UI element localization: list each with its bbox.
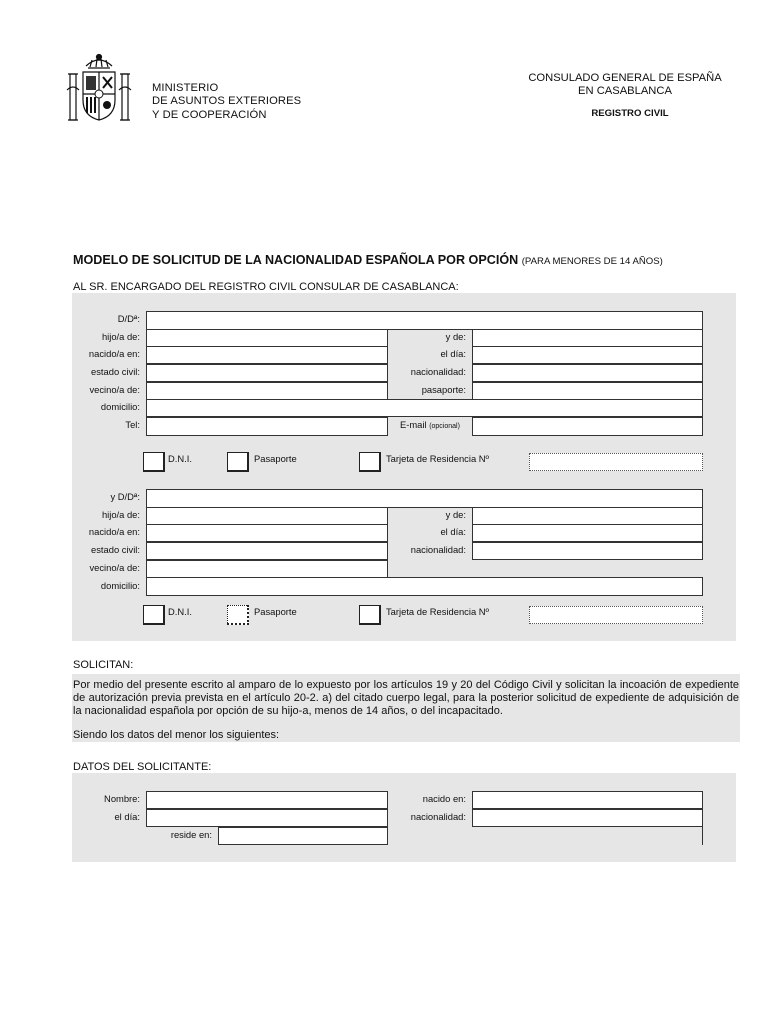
applicant2-address-field[interactable] bbox=[146, 577, 703, 596]
minor-name-label: Nombre: bbox=[104, 793, 140, 804]
ministry-line-2: DE ASUNTOS EXTERIORES bbox=[152, 95, 302, 108]
form-title bbox=[73, 253, 663, 267]
minor-birthplace-field[interactable] bbox=[472, 791, 703, 809]
applicant1-born-in-label: nacido/a en: bbox=[88, 348, 140, 359]
applicant1-residence-field[interactable] bbox=[146, 382, 388, 400]
applicant1-nationality-field[interactable] bbox=[472, 364, 703, 382]
applicant2-child-of-label: hijo/a de: bbox=[101, 509, 140, 520]
applicant1-email-label bbox=[390, 419, 466, 433]
applicant2-residence-card-label: Tarjeta de Residencia Nº bbox=[386, 606, 489, 617]
addressee: AL SR. ENCARGADO DEL REGISTRO CIVIL CONSULAR DE CASABLANCA: bbox=[73, 281, 459, 293]
form-title-sub: (PARA MENORES DE 14 AÑOS) bbox=[521, 256, 663, 267]
applicant1-day-label: el día: bbox=[440, 348, 466, 359]
applicant1-passport-checkbox[interactable] bbox=[227, 452, 249, 472]
minor-residence-field[interactable] bbox=[218, 827, 388, 845]
applicant1-child-of-label: hijo/a de: bbox=[101, 331, 140, 342]
form-title-main: MODELO DE SOLICITUD DE LA NACIONALIDAD ESPAÑOLA POR OPCIÓN bbox=[73, 253, 519, 267]
minor-panel-edge bbox=[702, 827, 703, 845]
minor-birthdate-field[interactable] bbox=[146, 809, 388, 827]
applicant1-mother-field[interactable] bbox=[472, 329, 703, 347]
minor-resides-label: reside en: bbox=[170, 829, 212, 840]
minor-born-in-label: nacido en: bbox=[422, 793, 466, 804]
applicant2-nationality-field[interactable] bbox=[472, 542, 703, 560]
applicant2-name-label: y D/Dª: bbox=[110, 491, 140, 502]
request-body: Por medio del presente escrito al amparo de lo expuesto por los artículos 19 y 20 del Código Civil y solicitan la incoación de expediente de autorización previa prevista en el artículo 20-2. a) del citado cuerpo legal, para la posterior solicitud de expediente de adquisición de la nacionalidad española por opción de su hijo-a, menos de 14 años, o del incapacitado. bbox=[73, 679, 739, 718]
coat-of-arms-icon bbox=[66, 50, 132, 126]
email-label-text: E-mail bbox=[400, 419, 427, 430]
applicant1-address-field[interactable] bbox=[146, 399, 703, 417]
minor-name-field[interactable] bbox=[146, 791, 388, 809]
registry-label: REGISTRO CIVIL bbox=[591, 108, 669, 119]
applicant2-passport-doc-label: Pasaporte bbox=[254, 606, 297, 617]
applicant2-residence-card-checkbox[interactable] bbox=[359, 605, 381, 625]
minor-day-label: el día: bbox=[114, 811, 140, 822]
applicant1-and-of-label: y de: bbox=[445, 331, 466, 342]
applicant1-tel-field[interactable] bbox=[146, 417, 388, 436]
request-heading: SOLICITAN: bbox=[73, 659, 134, 671]
applicant1-name-label: D/Dª: bbox=[117, 313, 140, 324]
consulate-line-2: EN CASABLANCA bbox=[578, 85, 672, 98]
applicant2-residence-field[interactable] bbox=[146, 560, 388, 578]
applicant1-residence-card-checkbox[interactable] bbox=[359, 452, 381, 472]
applicant1-father-field[interactable] bbox=[146, 329, 388, 347]
consulate-line-1: CONSULADO GENERAL DE ESPAÑA bbox=[528, 72, 722, 84]
applicant2-nationality-label: nacionalidad: bbox=[410, 544, 466, 555]
applicant2-and-of-label: y de: bbox=[445, 509, 466, 520]
applicant1-tel-label: Tel: bbox=[125, 419, 140, 430]
applicant1-passport-doc-label: Pasaporte bbox=[254, 453, 297, 464]
applicant1-residence-card-number-field[interactable] bbox=[529, 453, 703, 471]
applicant2-residence-card-number-field[interactable] bbox=[529, 606, 703, 624]
applicant2-day-label: el día: bbox=[440, 526, 466, 537]
applicant2-birthdate-field[interactable] bbox=[472, 524, 703, 542]
applicant1-name-field[interactable] bbox=[146, 311, 703, 330]
ministry-line-1: MINISTERIO bbox=[152, 82, 219, 94]
applicant2-mother-field[interactable] bbox=[472, 507, 703, 525]
minor-nationality-label: nacionalidad: bbox=[410, 811, 466, 822]
applicant2-passport-checkbox[interactable] bbox=[227, 605, 249, 625]
applicant2-birthplace-field[interactable] bbox=[146, 524, 388, 542]
applicant1-civil-status-label: estado civil: bbox=[91, 366, 140, 377]
applicant2-dni-label: D.N.I. bbox=[168, 606, 192, 617]
applicant2-civil-status-field[interactable] bbox=[146, 542, 388, 560]
ministry-line-3: Y DE COOPERACIÓN bbox=[152, 108, 267, 121]
applicant1-passport-label: pasaporte: bbox=[421, 384, 466, 395]
minor-intro: Siendo los datos del menor los siguientes: bbox=[73, 729, 280, 741]
applicant1-residence-card-label: Tarjeta de Residencia Nº bbox=[386, 453, 489, 464]
applicant1-email-field[interactable] bbox=[472, 417, 703, 436]
applicant2-father-field[interactable] bbox=[146, 507, 388, 525]
applicant2-born-in-label: nacido/a en: bbox=[88, 526, 140, 537]
applicant1-dni-label: D.N.I. bbox=[168, 453, 192, 464]
consulate-name bbox=[515, 72, 735, 99]
ministry-name bbox=[152, 82, 301, 122]
applicant2-civil-status-label: estado civil: bbox=[91, 544, 140, 555]
applicant1-address-label: domicilio: bbox=[100, 401, 140, 412]
applicant1-dni-checkbox[interactable] bbox=[143, 452, 165, 472]
applicant2-name-field[interactable] bbox=[146, 489, 703, 508]
applicant1-birthplace-field[interactable] bbox=[146, 346, 388, 364]
minor-nationality-field[interactable] bbox=[472, 809, 703, 827]
applicant1-birthdate-field[interactable] bbox=[472, 346, 703, 364]
minor-heading: DATOS DEL SOLICITANTE: bbox=[73, 761, 212, 773]
applicant1-resident-of-label: vecino/a de: bbox=[89, 384, 140, 395]
email-optional-note: (opcional) bbox=[429, 423, 460, 430]
applicant1-passport-field[interactable] bbox=[472, 382, 703, 400]
applicant2-resident-of-label: vecino/a de: bbox=[89, 562, 140, 573]
applicant1-nationality-label: nacionalidad: bbox=[410, 366, 466, 377]
applicant2-address-label: domicilio: bbox=[100, 580, 140, 591]
applicant1-civil-status-field[interactable] bbox=[146, 364, 388, 382]
applicant2-dni-checkbox[interactable] bbox=[143, 605, 165, 625]
